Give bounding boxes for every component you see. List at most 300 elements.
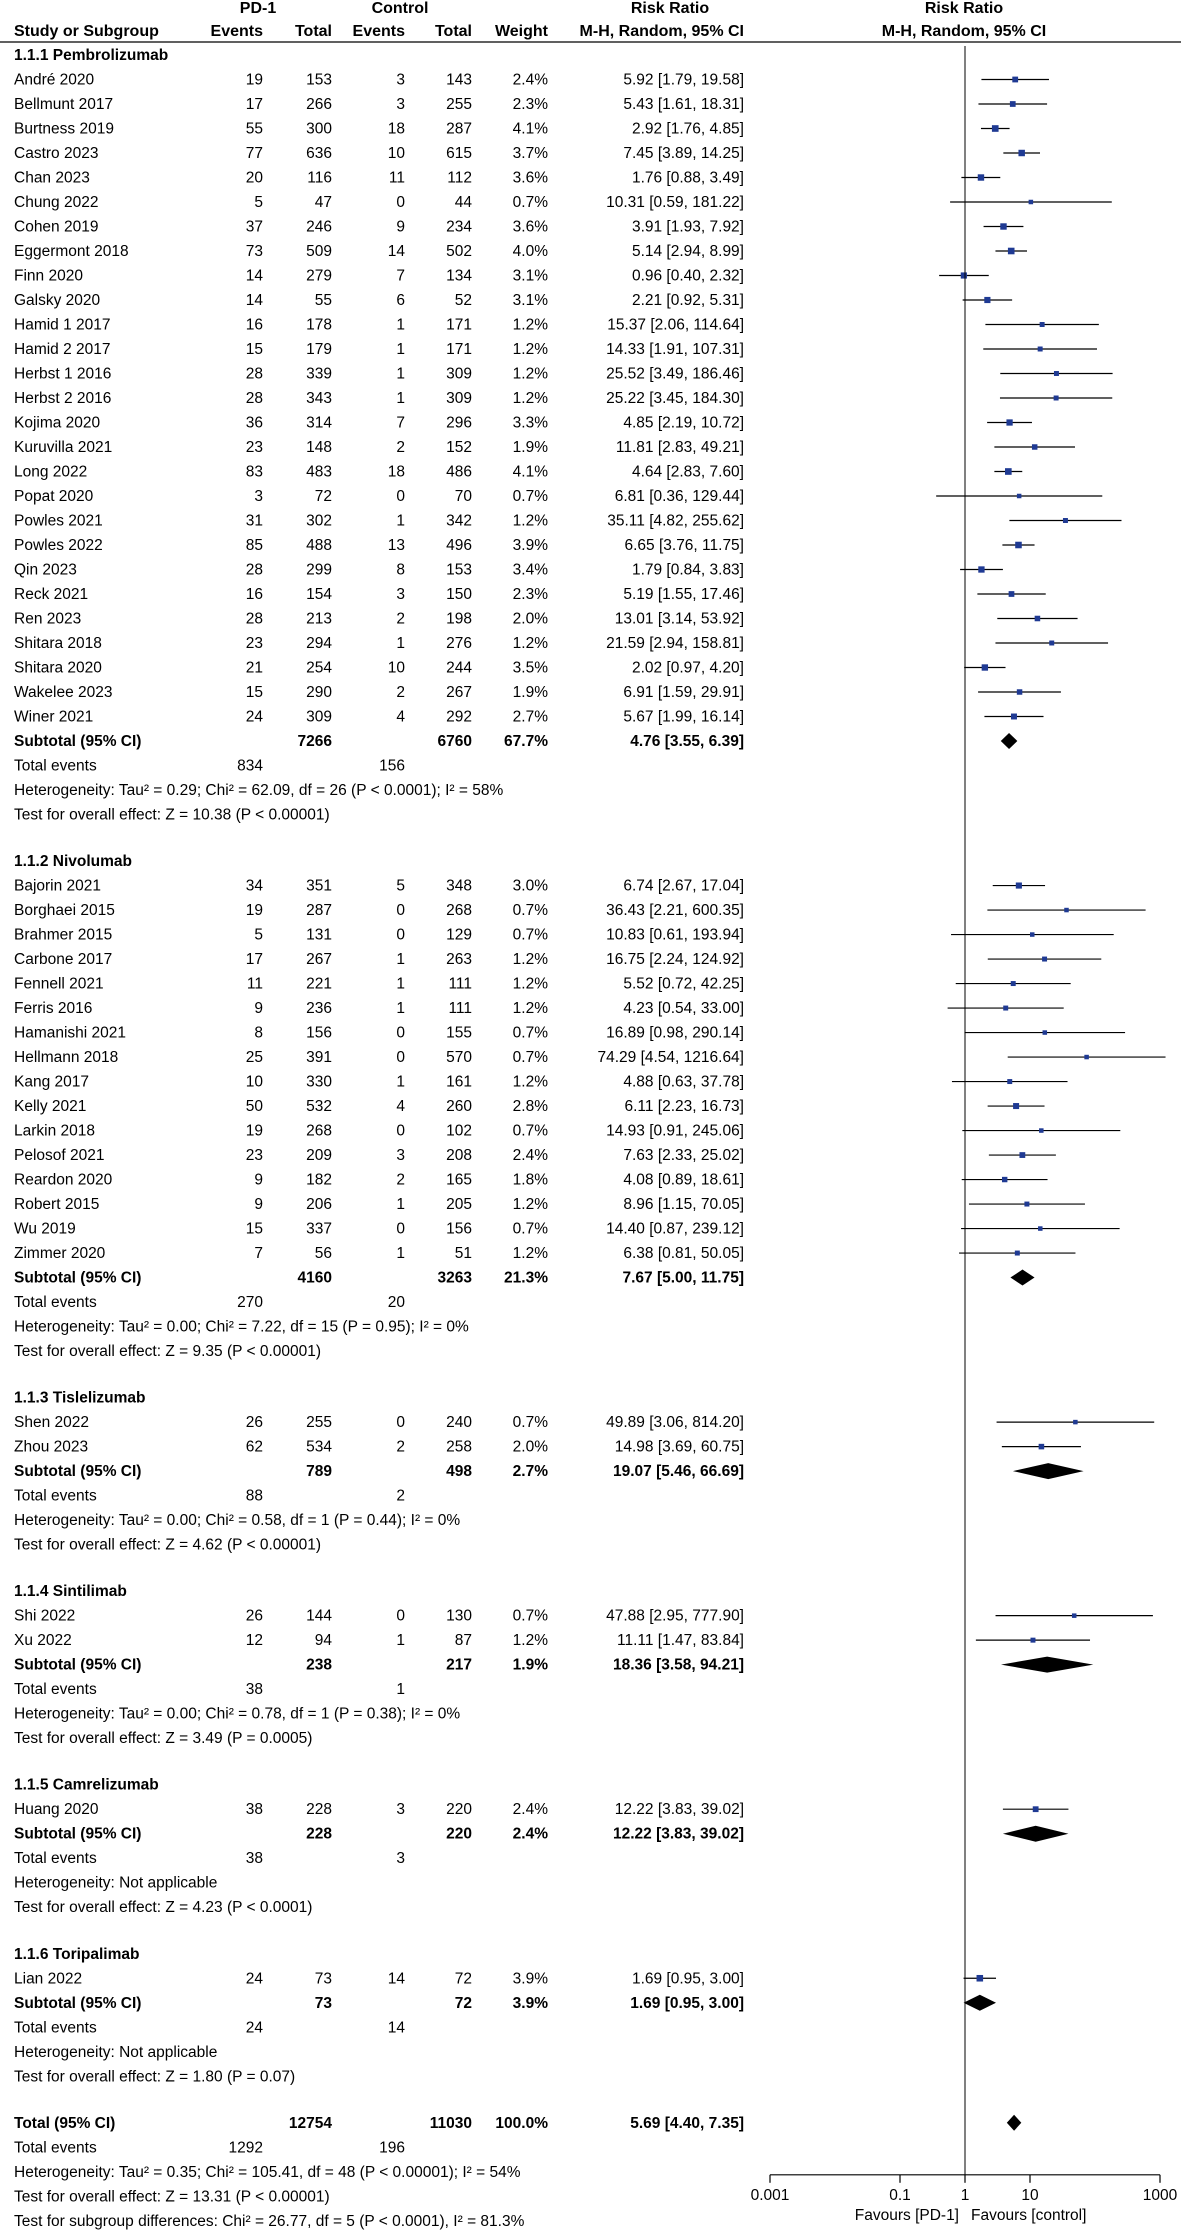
total-control: 165: [446, 1171, 472, 1189]
events-pd1: 17: [245, 951, 263, 969]
overall-effect: Test for overall effect: Z = 4.23 (P < 0.0001): [14, 1899, 313, 1917]
point-estimate: [1032, 444, 1037, 449]
subtotal-weight: 67.7%: [504, 733, 548, 750]
point-estimate: [1017, 494, 1022, 499]
events-control: 0: [396, 1220, 405, 1238]
risk-ratio-ci: 74.29 [4.54, 1216.64]: [597, 1049, 744, 1067]
risk-ratio-ci: 35.11 [4.82, 255.62]: [607, 512, 744, 530]
events-pd1: 5: [254, 194, 263, 211]
events-pd1: 14: [245, 267, 263, 285]
total-control: 155: [446, 1024, 472, 1042]
header-pd1: PD-1: [239, 0, 277, 17]
events-control: 1: [396, 951, 405, 969]
risk-ratio-ci: 5.52 [0.72, 42.25]: [623, 975, 744, 993]
study-name: Burtness 2019: [14, 120, 114, 138]
weight: 1.8%: [512, 1171, 548, 1189]
risk-ratio-ci: 6.38 [0.81, 50.05]: [623, 1245, 744, 1263]
risk-ratio-ci: 7.63 [2.33, 25.02]: [623, 1147, 744, 1165]
heterogeneity: Heterogeneity: Tau² = 0.00; Chi² = 0.58, df = 1 (P = 0.44); I² = 0%: [14, 1512, 461, 1530]
events-control: 1: [396, 1000, 405, 1018]
subtotal-weight: 2.4%: [512, 1825, 548, 1843]
heterogeneity: Heterogeneity: Not applicable: [14, 2043, 218, 2061]
total-control: 309: [446, 390, 472, 407]
weight: 0.7%: [512, 1049, 548, 1067]
study-name: Zimmer 2020: [14, 1245, 106, 1263]
events-pd1: 11: [246, 975, 263, 993]
weight: 1.2%: [512, 1632, 548, 1650]
total-control: 296: [446, 414, 472, 432]
total-events-control: 14: [387, 2019, 405, 2037]
total-control: 276: [446, 635, 472, 652]
total-pd1: 287: [306, 902, 332, 920]
point-estimate: [1017, 689, 1022, 694]
risk-ratio-ci: 1.76 [0.88, 3.49]: [631, 169, 744, 187]
risk-ratio-ci: 10.83 [0.61, 193.94]: [606, 926, 744, 944]
events-pd1: 17: [245, 96, 263, 113]
weight: 1.9%: [512, 439, 548, 456]
events-pd1: 28: [245, 390, 263, 407]
total-pd1: 314: [306, 414, 332, 432]
weight: 4.0%: [512, 243, 548, 260]
events-pd1: 5: [254, 926, 263, 944]
total-control: 486: [446, 463, 472, 481]
events-pd1: 8: [254, 1024, 263, 1042]
events-pd1: 23: [245, 439, 263, 456]
point-estimate: [1030, 1638, 1035, 1643]
events-control: 11: [388, 169, 405, 187]
total-control: 143: [446, 71, 472, 89]
total-pd1: 116: [307, 169, 332, 187]
total-pd1: 343: [306, 390, 332, 407]
study-name: Borghaei 2015: [14, 902, 115, 920]
study-name: Hamid 1 2017: [14, 316, 111, 334]
weight: 1.2%: [512, 1245, 548, 1263]
point-estimate: [1002, 1177, 1007, 1182]
total-ci: 5.69 [4.40, 7.35]: [630, 2114, 744, 2132]
risk-ratio-ci: 12.22 [3.83, 39.02]: [614, 1801, 744, 1819]
total-control: 615: [446, 145, 472, 162]
events-control: 3: [396, 1801, 405, 1819]
study-name: Larkin 2018: [14, 1122, 96, 1140]
header-method: M-H, Random, 95% CI: [579, 23, 744, 40]
risk-ratio-ci: 4.85 [2.19, 10.72]: [623, 414, 744, 432]
weight: 4.1%: [512, 463, 548, 481]
events-pd1: 16: [245, 316, 263, 334]
point-estimate: [1003, 1006, 1008, 1011]
pooled-diamond: [1010, 1270, 1034, 1286]
total-control: 156: [446, 1220, 472, 1238]
events-pd1: 25: [245, 1049, 263, 1067]
events-pd1: 14: [245, 292, 263, 309]
weight: 2.4%: [512, 1147, 548, 1165]
total-pd1: 228: [306, 1801, 332, 1819]
total-pd1: 636: [306, 145, 332, 162]
weight: 2.4%: [512, 1801, 548, 1819]
weight: 1.2%: [512, 951, 548, 969]
subtotal-weight: 2.7%: [512, 1463, 548, 1481]
weight: 3.6%: [512, 169, 548, 187]
overall-effect: Test for overall effect: Z = 13.31 (P < 0.00001): [14, 2188, 330, 2206]
point-estimate: [1008, 248, 1015, 255]
weight: 2.0%: [512, 610, 548, 628]
events-pd1: 15: [245, 341, 263, 358]
weight: 4.1%: [512, 120, 548, 138]
total-control: 255: [446, 96, 472, 113]
study-name: Pelosof 2021: [14, 1147, 105, 1165]
events-pd1: 28: [245, 365, 263, 383]
total-pd1: 290: [306, 684, 332, 701]
events-control: 0: [396, 926, 405, 944]
weight: 0.7%: [512, 926, 548, 944]
total-pd1: 509: [306, 243, 332, 260]
total-total-control: 11030: [429, 2114, 472, 2132]
total-pd1: 391: [306, 1049, 332, 1067]
weight: 1.9%: [512, 684, 548, 701]
risk-ratio-ci: 49.89 [3.06, 814.20]: [606, 1414, 744, 1432]
events-control: 1: [396, 1632, 405, 1650]
study-name: Huang 2020: [14, 1801, 99, 1819]
total-pd1: 47: [314, 194, 332, 211]
subtotal-total-control: 217: [446, 1656, 472, 1674]
weight: 2.7%: [512, 708, 548, 726]
risk-ratio-ci: 10.31 [0.59, 181.22]: [606, 194, 744, 211]
total-pd1: 154: [306, 586, 332, 603]
subgroup-differences: Test for subgroup differences: Chi² = 26.77, df = 5 (P < 0.0001), I² = 81.3%: [14, 2212, 525, 2230]
point-estimate: [1054, 396, 1059, 401]
events-control: 3: [396, 1147, 405, 1165]
subtotal-ci: 19.07 [5.46, 66.69]: [613, 1463, 744, 1481]
point-estimate: [1012, 77, 1018, 83]
risk-ratio-ci: 5.67 [1.99, 16.14]: [623, 708, 744, 726]
subtotal-total-control: 498: [446, 1463, 472, 1481]
total-pd1: 268: [306, 1122, 332, 1140]
subtotal-total-control: 3263: [437, 1269, 472, 1287]
total-control: 292: [446, 708, 472, 726]
weight: 0.7%: [512, 1607, 548, 1625]
study-name: Herbst 1 2016: [14, 365, 112, 383]
point-estimate: [1033, 1806, 1039, 1812]
pooled-diamond: [1001, 1657, 1093, 1673]
study-name: Powles 2022: [14, 537, 103, 554]
risk-ratio-ci: 21.59 [2.94, 158.81]: [606, 635, 744, 652]
total-control: 570: [446, 1049, 472, 1067]
subtotal-ci: 12.22 [3.83, 39.02]: [613, 1825, 744, 1843]
subtotal-total-pd1: 7266: [297, 733, 332, 750]
header-control: Control: [371, 0, 429, 17]
subtotal-total-pd1: 238: [306, 1656, 332, 1674]
risk-ratio-ci: 16.89 [0.98, 290.14]: [606, 1024, 744, 1042]
events-control: 2: [396, 1171, 405, 1189]
total-label: Total (95% CI): [14, 2114, 116, 2132]
events-control: 4: [396, 1098, 405, 1116]
events-control: 0: [396, 1049, 405, 1067]
total-pd1: 300: [306, 120, 332, 138]
risk-ratio-ci: 4.23 [0.54, 33.00]: [623, 1000, 744, 1018]
header-total-control: Total: [434, 23, 472, 40]
events-pd1: 73: [245, 243, 263, 260]
subtotal-total-control: 72: [454, 1994, 472, 2012]
total-control: 220: [446, 1801, 472, 1819]
weight: 1.2%: [512, 635, 548, 652]
risk-ratio-ci: 6.65 [3.76, 11.75]: [624, 537, 744, 554]
events-control: 1: [396, 365, 405, 383]
subtotal-label: Subtotal (95% CI): [14, 1269, 142, 1287]
point-estimate: [1040, 322, 1045, 327]
subtotal-total-control: 6760: [437, 733, 472, 750]
total-control: 134: [446, 267, 472, 285]
total-pd1: 488: [306, 537, 332, 554]
total-pd1: 156: [306, 1024, 332, 1042]
subtotal-weight: 3.9%: [512, 1994, 548, 2012]
events-control: 0: [396, 194, 405, 211]
subtotal-total-control: 220: [446, 1825, 472, 1843]
overall-effect: Test for overall effect: Z = 10.38 (P < 0.00001): [14, 806, 330, 824]
total-events-control: 156: [379, 757, 405, 775]
total-events-control: 196: [379, 2139, 405, 2157]
study-name: Herbst 2 2016: [14, 390, 112, 407]
total-pd1: 178: [306, 316, 332, 334]
events-control: 1: [396, 1196, 405, 1214]
point-estimate: [1039, 1128, 1044, 1133]
weight: 1.2%: [512, 316, 548, 334]
risk-ratio-ci: 25.22 [3.45, 184.30]: [606, 390, 744, 407]
risk-ratio-ci: 3.91 [1.93, 7.92]: [631, 218, 744, 236]
study-name: Shi 2022: [14, 1607, 76, 1625]
study-name: Popat 2020: [14, 488, 94, 505]
study-name: Zhou 2023: [14, 1438, 89, 1456]
study-name: Kelly 2021: [14, 1098, 87, 1116]
study-name: Bellmunt 2017: [14, 96, 114, 113]
total-control: 111: [448, 1000, 472, 1018]
events-control: 9: [396, 218, 405, 236]
events-control: 5: [396, 877, 405, 895]
total-events-label: Total events: [14, 1850, 97, 1868]
total-control: 112: [447, 169, 472, 187]
x-tick-label: 0.001: [750, 2186, 790, 2204]
events-pd1: 12: [245, 1632, 263, 1650]
events-control: 1: [396, 316, 405, 334]
subtotal-label: Subtotal (95% CI): [14, 1656, 142, 1674]
study-name: Bajorin 2021: [14, 877, 102, 895]
events-pd1: 85: [245, 537, 263, 554]
total-pd1: 330: [306, 1073, 332, 1091]
study-name: Eggermont 2018: [14, 243, 129, 260]
events-control: 0: [396, 488, 405, 505]
events-control: 1: [396, 1245, 405, 1263]
events-control: 7: [396, 414, 405, 432]
weight: 3.3%: [512, 414, 548, 432]
header-weight: Weight: [494, 23, 548, 40]
total-weight: 100.0%: [495, 2114, 548, 2132]
events-pd1: 31: [245, 512, 263, 530]
events-control: 10: [387, 659, 405, 677]
total-pd1: 206: [306, 1196, 332, 1214]
weight: 2.8%: [512, 1098, 548, 1116]
pooled-diamond: [1003, 1826, 1069, 1842]
favours-left-label: Favours [PD-1]: [854, 2206, 959, 2224]
study-name: Brahmer 2015: [14, 926, 113, 944]
subtotal-total-pd1: 789: [306, 1463, 332, 1481]
events-control: 3: [396, 71, 405, 89]
events-control: 1: [396, 635, 405, 652]
risk-ratio-ci: 4.64 [2.83, 7.60]: [631, 463, 744, 481]
point-estimate: [1005, 468, 1012, 475]
total-control: 287: [446, 120, 472, 138]
events-pd1: 19: [245, 71, 263, 89]
events-pd1: 26: [245, 1414, 263, 1432]
study-name: Carbone 2017: [14, 951, 113, 969]
total-pd1: 56: [314, 1245, 332, 1263]
events-pd1: 21: [245, 659, 263, 677]
total-control: 234: [446, 218, 472, 236]
events-control: 2: [396, 610, 405, 628]
header-study-or-subgroup: Study or Subgroup: [14, 23, 159, 40]
study-name: Reck 2021: [14, 586, 89, 603]
study-name: Shen 2022: [14, 1414, 89, 1432]
risk-ratio-ci: 5.92 [1.79, 19.58]: [623, 71, 744, 89]
events-control: 0: [396, 1414, 405, 1432]
events-control: 1: [396, 512, 405, 530]
pooled-diamond: [1007, 2115, 1021, 2131]
total-control: 171: [446, 341, 472, 358]
total-control: 102: [446, 1122, 472, 1140]
total-control: 268: [446, 902, 472, 920]
total-pd1: 337: [306, 1220, 332, 1238]
events-control: 1: [396, 1073, 405, 1091]
study-name: Xu 2022: [14, 1632, 72, 1650]
subtotal-label: Subtotal (95% CI): [14, 1463, 142, 1481]
weight: 0.7%: [512, 1122, 548, 1140]
x-tick-label: 10: [1021, 2186, 1039, 2204]
total-control: 260: [446, 1098, 472, 1116]
study-name: André 2020: [14, 71, 95, 89]
header-method-plot: M-H, Random, 95% CI: [881, 23, 1047, 40]
subtotal-total-pd1: 228: [306, 1825, 332, 1843]
total-control: 205: [446, 1196, 472, 1214]
events-pd1: 36: [245, 414, 263, 432]
total-events-control: 3: [396, 1850, 405, 1868]
point-estimate: [1042, 957, 1047, 962]
events-pd1: 19: [245, 902, 263, 920]
point-estimate: [1015, 542, 1022, 549]
point-estimate: [982, 664, 988, 670]
total-pd1: 279: [306, 267, 332, 285]
risk-ratio-ci: 6.11 [2.23, 16.73]: [624, 1098, 744, 1116]
events-control: 3: [396, 96, 405, 113]
total-control: 244: [446, 659, 472, 677]
risk-ratio-ci: 8.96 [1.15, 70.05]: [623, 1196, 744, 1214]
total-pd1: 236: [306, 1000, 332, 1018]
events-pd1: 83: [245, 463, 263, 481]
study-name: Fennell 2021: [14, 975, 104, 993]
study-name: Hamanishi 2021: [14, 1024, 127, 1042]
heterogeneity: Heterogeneity: Tau² = 0.29; Chi² = 62.09, df = 26 (P < 0.0001); I² = 58%: [14, 782, 504, 799]
study-name: Qin 2023: [14, 561, 77, 579]
point-estimate: [1072, 1613, 1077, 1618]
weight: 0.7%: [512, 1220, 548, 1238]
total-pd1: 144: [306, 1607, 332, 1625]
weight: 3.9%: [512, 1970, 548, 1988]
total-control: 267: [446, 684, 472, 701]
events-control: 14: [387, 243, 405, 260]
risk-ratio-ci: 11.11 [1.47, 83.84]: [617, 1632, 744, 1650]
point-estimate: [1013, 1103, 1019, 1109]
pooled-diamond: [964, 1995, 996, 2011]
total-control: 309: [446, 365, 472, 383]
study-name: Hamid 2 2017: [14, 341, 111, 358]
total-pd1: 302: [306, 512, 332, 530]
weight: 1.2%: [512, 1000, 548, 1018]
risk-ratio-ci: 14.40 [0.87, 239.12]: [606, 1220, 744, 1238]
weight: 1.2%: [512, 341, 548, 358]
risk-ratio-ci: 11.81 [2.83, 49.21]: [615, 439, 744, 456]
total-control: 171: [446, 316, 472, 334]
risk-ratio-ci: 6.81 [0.36, 129.44]: [614, 488, 744, 505]
weight: 3.5%: [512, 659, 548, 677]
total-events-pd1: 38: [245, 1850, 263, 1868]
heterogeneity: Heterogeneity: Tau² = 0.35; Chi² = 105.41, df = 48 (P < 0.00001); I² = 54%: [14, 2163, 521, 2181]
total-control: 348: [446, 877, 472, 895]
weight: 3.6%: [512, 218, 548, 236]
study-name: Cohen 2019: [14, 218, 99, 236]
overall-effect: Test for overall effect: Z = 3.49 (P = 0.0005): [14, 1730, 313, 1748]
total-pd1: 72: [314, 488, 332, 505]
events-pd1: 62: [245, 1438, 263, 1456]
total-events-label: Total events: [14, 2019, 97, 2037]
total-pd1: 209: [306, 1147, 332, 1165]
heterogeneity: Heterogeneity: Not applicable: [14, 1874, 218, 1892]
overall-effect: Test for overall effect: Z = 1.80 (P = 0.07): [14, 2068, 296, 2086]
events-control: 10: [387, 145, 405, 162]
total-pd1: 213: [306, 610, 332, 628]
weight: 2.3%: [512, 96, 548, 113]
risk-ratio-ci: 1.69 [0.95, 3.00]: [631, 1970, 744, 1988]
events-control: 8: [396, 561, 405, 579]
events-control: 0: [396, 1122, 405, 1140]
header-events-pd1: Events: [210, 23, 263, 40]
subtotal-label: Subtotal (95% CI): [14, 1825, 142, 1843]
weight: 0.7%: [512, 1024, 548, 1042]
risk-ratio-ci: 6.91 [1.59, 29.91]: [623, 684, 744, 701]
point-estimate: [1049, 641, 1054, 646]
risk-ratio-ci: 5.43 [1.61, 18.31]: [623, 96, 744, 113]
point-estimate: [1011, 714, 1017, 720]
events-pd1: 77: [245, 145, 263, 162]
study-name: Chung 2022: [14, 194, 99, 211]
events-pd1: 24: [245, 708, 263, 726]
total-pd1: 294: [306, 635, 332, 652]
risk-ratio-ci: 15.37 [2.06, 114.64]: [607, 316, 744, 334]
study-name: Kojima 2020: [14, 414, 101, 432]
subtotal-label: Subtotal (95% CI): [14, 733, 142, 750]
weight: 1.2%: [512, 390, 548, 407]
point-estimate: [1063, 518, 1068, 523]
weight: 0.7%: [512, 902, 548, 920]
total-events-pd1: 1292: [228, 2139, 263, 2157]
events-pd1: 28: [245, 610, 263, 628]
favours-right-label: Favours [control]: [971, 2206, 1087, 2224]
events-control: 2: [396, 439, 405, 456]
subgroup-title: 1.1.2 Nivolumab: [14, 853, 133, 871]
study-name: Winer 2021: [14, 708, 94, 726]
total-pd1: 153: [306, 71, 332, 89]
study-name: Wakelee 2023: [14, 684, 113, 701]
weight: 1.2%: [512, 975, 548, 993]
risk-ratio-ci: 6.74 [2.67, 17.04]: [623, 877, 744, 895]
study-name: Long 2022: [14, 463, 88, 481]
risk-ratio-ci: 2.02 [0.97, 4.20]: [631, 659, 744, 677]
study-name: Galsky 2020: [14, 292, 101, 309]
